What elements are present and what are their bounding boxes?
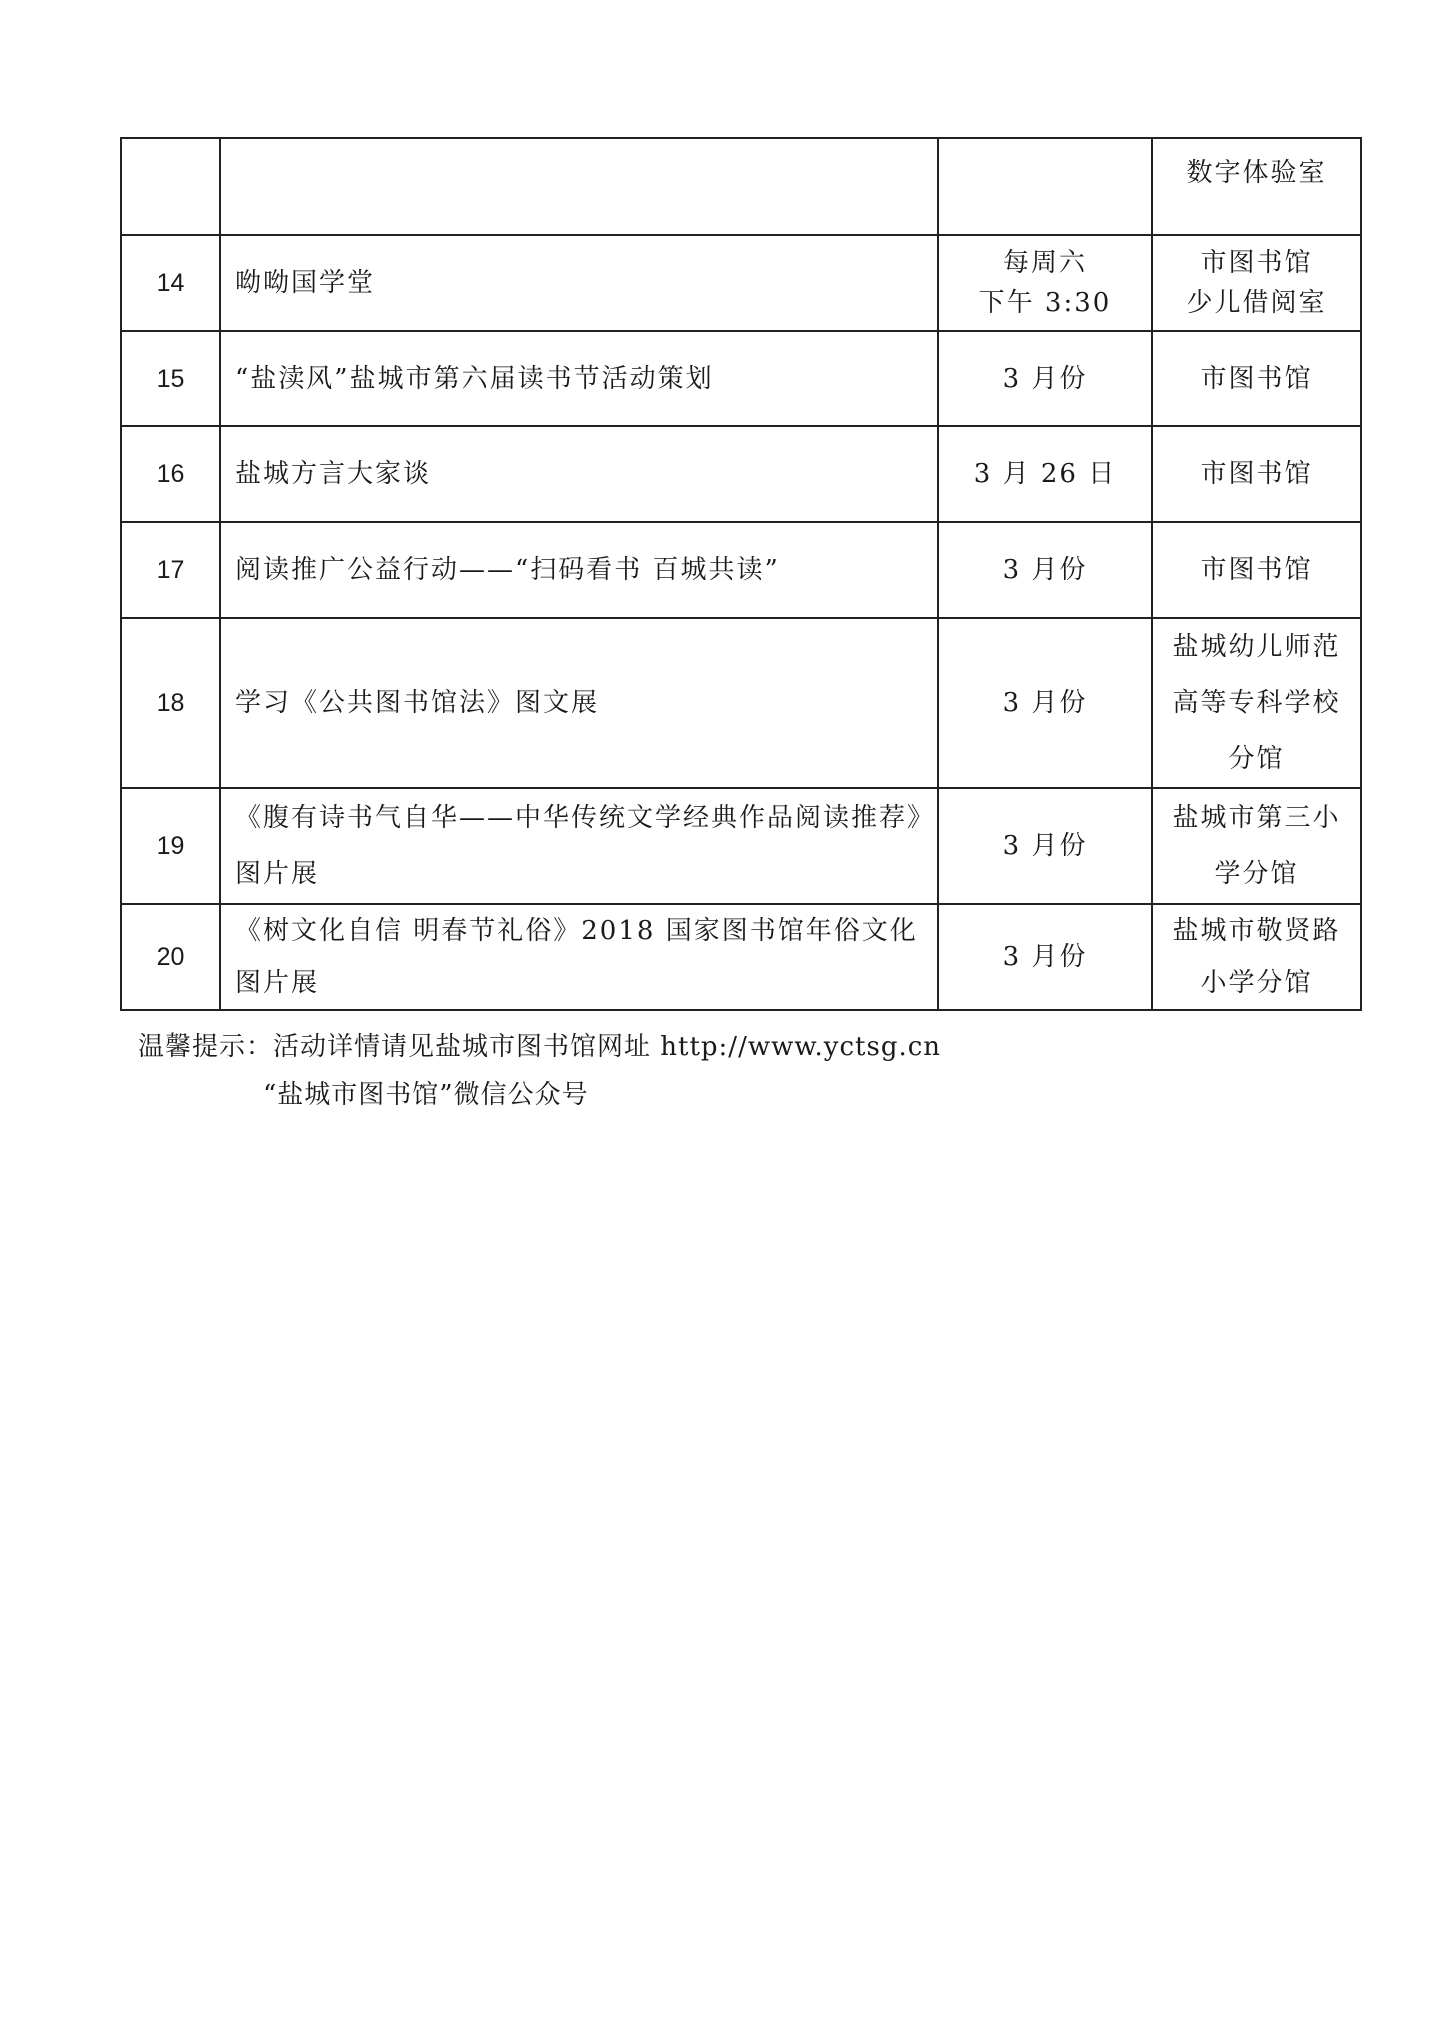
cell-number: 16	[121, 426, 220, 522]
cell-activity: 《树文化自信 明春节礼俗》2018 国家图书馆年俗文化图片展	[220, 904, 938, 1010]
cell-date	[938, 138, 1152, 235]
cell-activity: “盐渎风”盐城市第六届读书节活动策划	[220, 331, 938, 426]
location-line: 分馆	[1228, 744, 1285, 774]
location-line: 数字体验室	[1186, 158, 1327, 188]
cell-location	[1152, 788, 1361, 904]
cell-location	[1152, 904, 1361, 1010]
table-row	[121, 426, 1361, 522]
cell-activity: 《腹有诗书气自华——中华传统文学经典作品阅读推荐》图片展	[220, 788, 938, 904]
cell-date	[938, 331, 1152, 426]
note-wechat: “盐城市图书馆”微信公众号	[263, 1080, 589, 1110]
cell-location	[1152, 235, 1361, 331]
location-line: 高等专科学校	[1172, 688, 1341, 718]
date-line: 3 月份	[1002, 363, 1088, 394]
location-line: 盐城市第三小	[1172, 803, 1341, 833]
notes-block	[138, 1023, 941, 1119]
cell-number: 15	[121, 331, 220, 426]
activity-table	[120, 137, 1362, 1011]
date-line: 3 月份	[1002, 555, 1088, 585]
location-line: 市图书馆	[1200, 248, 1313, 278]
table-row-continuation	[121, 138, 1361, 235]
table-row	[121, 618, 1361, 788]
date-line: 3 月份	[1002, 831, 1088, 861]
table-row	[121, 788, 1361, 904]
cell-activity: 呦呦国学堂	[220, 235, 938, 331]
cell-location	[1152, 522, 1361, 618]
table-row	[121, 331, 1361, 426]
location-line: 盐城幼儿师范	[1172, 632, 1341, 662]
date-line: 3 月份	[1002, 942, 1088, 972]
cell-location	[1152, 331, 1361, 426]
location-line: 盐城市敬贤路	[1172, 916, 1341, 946]
location-line: 市图书馆	[1200, 459, 1313, 489]
date-line: 下午 3:30	[978, 288, 1112, 318]
cell-number: 20	[121, 904, 220, 1010]
location-line: 市图书馆	[1200, 555, 1313, 585]
date-line: 每周六	[1002, 248, 1087, 278]
table-row	[121, 522, 1361, 618]
table-row	[121, 235, 1361, 331]
cell-activity: 学习《公共图书馆法》图文展	[220, 618, 938, 788]
cell-number: 17	[121, 522, 220, 618]
cell-number	[121, 138, 220, 235]
cell-date	[938, 788, 1152, 904]
table-row	[121, 904, 1361, 1010]
cell-date	[938, 904, 1152, 1010]
cell-location	[1152, 618, 1361, 788]
cell-date	[938, 235, 1152, 331]
cell-date	[938, 522, 1152, 618]
cell-number: 14	[121, 235, 220, 331]
date-line: 3 月 26 日	[973, 459, 1117, 489]
location-line: 小学分馆	[1200, 968, 1313, 998]
cell-activity: 阅读推广公益行动——“扫码看书 百城共读”	[220, 522, 938, 618]
cell-location	[1152, 138, 1361, 235]
cell-location	[1152, 426, 1361, 522]
cell-date	[938, 426, 1152, 522]
location-line: 少儿借阅室	[1186, 288, 1327, 318]
cell-number: 18	[121, 618, 220, 788]
cell-date	[938, 618, 1152, 788]
cell-activity: 盐城方言大家谈	[220, 426, 938, 522]
location-line: 市图书馆	[1200, 363, 1313, 394]
date-line: 3 月份	[1002, 688, 1088, 718]
note-tip: 温馨提示：活动详情请见盐城市图书馆网址 http://www.yctsg.cn	[138, 1032, 942, 1062]
cell-activity	[220, 138, 938, 235]
cell-number: 19	[121, 788, 220, 904]
location-line: 学分馆	[1214, 859, 1299, 889]
